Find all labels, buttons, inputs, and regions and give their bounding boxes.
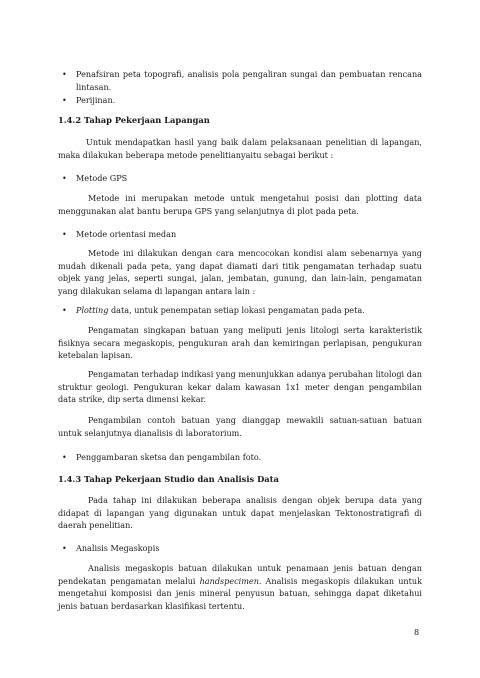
bullet-item-orientasi: Metode orientasi medan (76, 229, 177, 239)
text: Analisis megaskopis batuan dilakukan untuk penamaan jenis batuan dengan pendekatan pengamatan melalui (58, 563, 422, 586)
paragraph (58, 562, 422, 612)
paragraph: Metode ini dilakukan dengan cara mencocokan kondisi alam sebenarnya yang mudah dikenali pada peta, yang dapat diamati dari titik pengamatan terhadap suatu objek yang jelas, seperti sungai, jalan, jembatan, gunung, dan lain-lain, pengamatan yang dilakukan selama di lapangan antara lain : (58, 248, 422, 296)
paragraph: Pada tahap ini dilakukan beberapa analisis dengan objek berupa data yang didapat di lapangan yang digunakan untuk dapat menjelaskan Tektonostratigrafi di daerah penelitian. (58, 495, 422, 531)
italic-text: handspecimen. (199, 575, 262, 586)
paragraph: Pengamatan singkapan batuan yang meliputi jenis litologi serta karakteristik fisiknya secara megaskopis, pengukuran arah dan kemiringan perlapisan, pengukuran ketebalan lapisan. (58, 325, 422, 361)
plotting-text: data, untuk penempatan setiap lokasi pengamatan pada peta. (108, 305, 365, 315)
bullet-marker: • (62, 305, 67, 315)
bullet-item-gps: Metode GPS (76, 173, 128, 183)
paragraph: Pengambilan contoh batuan yang dianggap mewakili satuan-satuan batuan untuk selanjutnya dianalisis di laboratorium. (58, 415, 422, 438)
bullet-item: Penggambaran sketsa dan pengambilan foto. (76, 452, 262, 462)
paragraph: Untuk mendapatkan hasil yang baik dalam pelaksanaan penelitian di lapangan, maka dilakukan beberapa metode penelitianyaitu sebagai berikut : (58, 137, 422, 160)
section-heading: 1.4.2 Tahap Pekerjaan Lapangan (58, 115, 210, 125)
bullet-marker: • (62, 173, 67, 183)
bullet-marker: • (62, 543, 67, 553)
bullet-marker: • (62, 69, 67, 79)
bullet-marker: • (62, 452, 67, 462)
paragraph: Metode ini merupakan metode untuk mengetahui posisi dan plotting data menggunakan alat bantu berupa GPS yang selanjutnya di plot pada peta. (58, 193, 422, 216)
bullet-item-megaskopis: Analisis Megaskopis (76, 543, 160, 553)
bullet-item-plotting (76, 304, 422, 317)
paragraph: Pengamatan terhadap indikasi yang menunjukkan adanya perubahan litologi dan struktur geologi. Pengukuran kekar dalam kawasan 1x1 meter dengan pengambilan data strike, dip serta dimensi kekar. (58, 369, 422, 405)
italic-text: Plotting (76, 305, 109, 315)
text: Analisis megaskopis dilakukan untuk mengetahui komposisi dan jenis mineral penyusun batuan, sehingga dapat diketahui jenis batuan berdasarkan klasifikasi tertentu. (58, 575, 422, 611)
bullet-item: Perijinan. (76, 95, 116, 105)
bullet-marker: • (62, 229, 67, 239)
section-heading: 1.4.3 Tahap Pekerjaan Studio dan Analisis Data (58, 474, 279, 484)
bullet-marker: • (62, 95, 67, 105)
page-number: 8 (414, 628, 420, 637)
bullet-item: Penafsiran peta topografi, analisis pola pengaliran sungai dan pembuatan rencana lintasan. (76, 69, 422, 92)
